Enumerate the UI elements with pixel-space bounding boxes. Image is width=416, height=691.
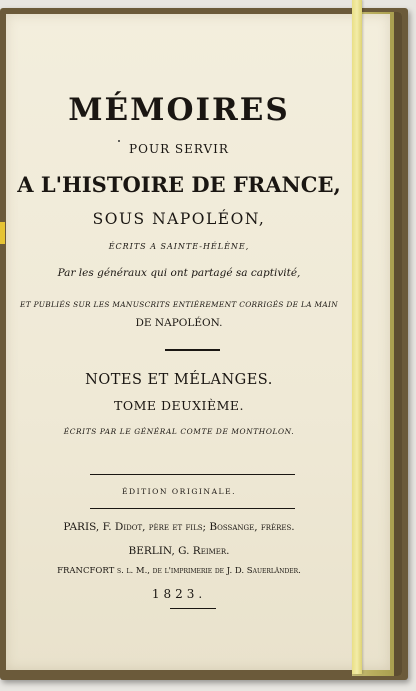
imprint-line: PARIS, F. Didot, père et fils; Bossange, frères.: [63, 521, 295, 533]
subtitle-line: DE NAPOLÉON.: [135, 317, 223, 329]
imprint-line: FRANCFORT s. l. M., de l'imprimerie de J. D. Sauerländer.: [57, 566, 301, 576]
subtitle-line: A L'HISTOIRE DE FRANCE,: [17, 172, 341, 197]
subtitle-line: ÉCRITS A SAINTE-HÉLÈNE,: [108, 242, 250, 251]
subtitle-line: SOUS NAPOLÉON,: [92, 210, 266, 228]
section-title: NOTES ET MÉLANGES.: [85, 372, 273, 388]
imprint-line: BERLIN, G. Reimer.: [128, 545, 230, 557]
divider: [90, 508, 295, 509]
ornament-rule: [165, 349, 220, 351]
subtitle-line: Par les généraux qui ont partagé sa captivité,: [57, 267, 301, 279]
edition-label: ÉDITION ORIGINALE.: [121, 487, 237, 496]
publication-year: 1823.: [151, 587, 207, 601]
yellow-marker: [0, 222, 5, 244]
volume-label: TOME DEUXIÈME.: [113, 398, 245, 413]
subtitle-line: ET PUBLIÉS SUR LES MANUSCRITS ENTIÈREMENT CORRIGÉS DE LA MAIN: [20, 300, 338, 309]
divider: [90, 474, 295, 475]
subtitle-line: POUR SERVIR: [129, 142, 229, 156]
bookmark-ribbon: [352, 0, 362, 674]
author-line: ÉCRITS PAR LE GÉNÉRAL COMTE DE MONTHOLON.: [63, 427, 295, 436]
book-title: MÉMOIRES: [68, 92, 290, 128]
divider: [170, 608, 216, 609]
